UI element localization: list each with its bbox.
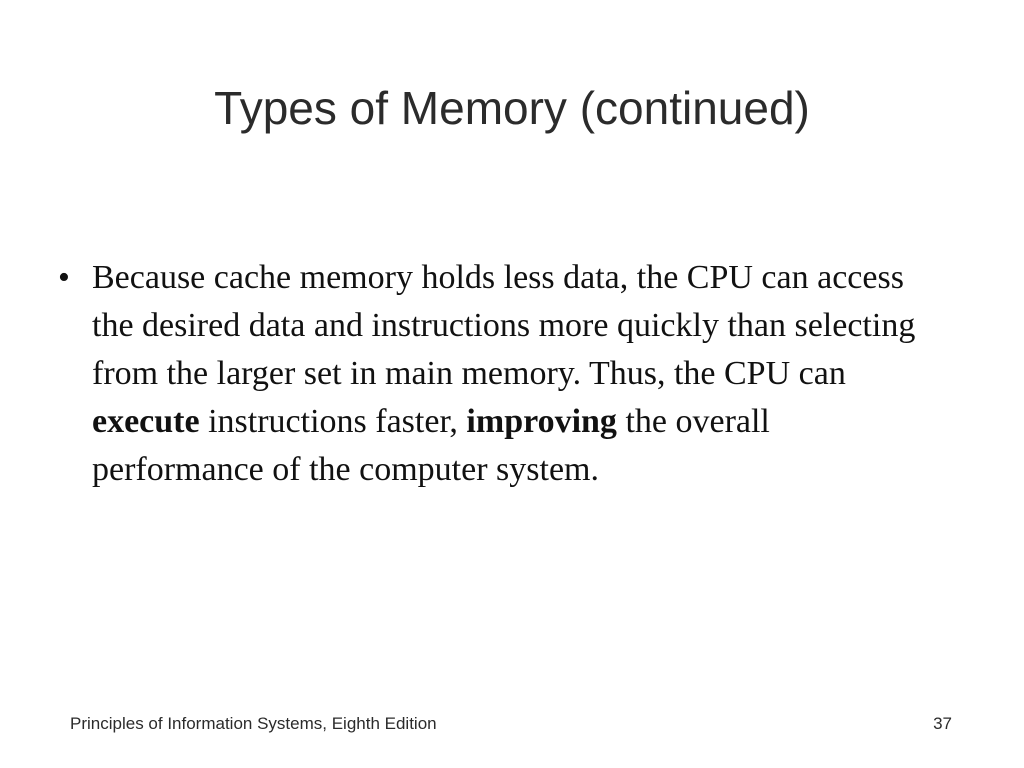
slide-title: Types of Memory (continued): [214, 82, 810, 134]
bullet-text-segment: Because cache memory holds less data, the CPU can access the desired data and instructions more quickly than selecting from the larger set in main memory. Thus, the CPU can: [92, 259, 916, 392]
bullet-marker: •: [58, 259, 70, 296]
bullet-text-segment: instructions faster,: [199, 403, 467, 440]
slide-body: [58, 254, 958, 494]
emphasis-improving: improving: [466, 403, 617, 440]
footer-page-number: 37: [933, 714, 952, 733]
bullet-item: [58, 254, 958, 494]
bullet-text-segment: the overall performance of the computer system.: [92, 403, 770, 488]
bullet-text: [92, 254, 942, 494]
emphasis-execute: execute: [92, 403, 200, 440]
footer-book-title: Principles of Information Systems, Eighth Edition: [70, 714, 437, 733]
